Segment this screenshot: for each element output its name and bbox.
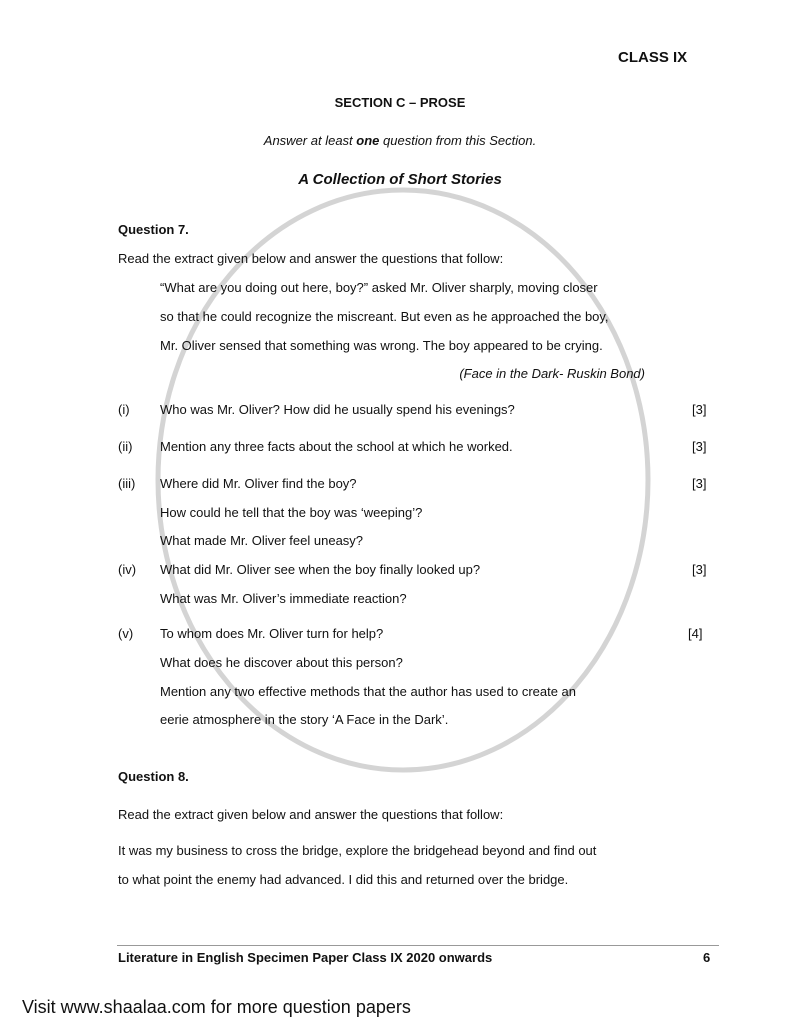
item-text: eerie atmosphere in the story ‘A Face in the Dark’. <box>160 712 449 727</box>
item-text: Mention any three facts about the school at which he worked. <box>160 439 513 454</box>
item-text: What was Mr. Oliver’s immediate reaction? <box>160 591 407 606</box>
section-title: SECTION C – PROSE <box>334 95 466 110</box>
item-marks: [3] <box>692 476 707 491</box>
section-instruction <box>0 132 800 150</box>
item-marks: [3] <box>692 402 707 417</box>
item-marks: [4] <box>688 626 703 641</box>
item-text: What does he discover about this person? <box>160 655 403 670</box>
item-number: (ii) <box>118 439 133 454</box>
item-number: (iii) <box>118 476 136 491</box>
item-text: What made Mr. Oliver feel uneasy? <box>160 533 364 548</box>
instruction-emphasis: one <box>356 133 380 148</box>
class-label: CLASS IX <box>618 49 688 66</box>
footer-title: Literature in English Specimen Paper Class IX 2020 onwards <box>118 950 493 965</box>
item-text: Who was Mr. Oliver? How did he usually spend his evenings? <box>160 402 515 417</box>
instruction-text: Answer at least <box>263 133 357 148</box>
item-text: To whom does Mr. Oliver turn for help? <box>160 626 384 641</box>
item-marks: [3] <box>692 562 707 577</box>
item-marks: [3] <box>692 439 707 454</box>
item-number: (iv) <box>118 562 137 577</box>
extract-citation: (Face in the Dark- Ruskin Bond) <box>459 366 645 381</box>
extract-line: to what point the enemy had advanced. I did this and returned over the bridge. <box>118 872 569 887</box>
extract-line: “What are you doing out here, boy?” asked Mr. Oliver sharply, moving closer <box>160 280 598 295</box>
site-notice: Visit www.shaalaa.com for more question papers <box>22 997 411 1017</box>
instruction-text: question from this Section. <box>379 133 537 148</box>
question-8-instruction: Read the extract given below and answer the questions that follow: <box>118 807 504 822</box>
question-7-instruction: Read the extract given below and answer the questions that follow: <box>118 251 504 266</box>
item-text: How could he tell that the boy was ‘weeping’? <box>160 505 423 520</box>
footer-divider <box>117 945 719 946</box>
item-text: What did Mr. Oliver see when the boy finally looked up? <box>160 562 481 577</box>
item-number: (v) <box>118 626 134 641</box>
extract-line: It was my business to cross the bridge, explore the bridgehead beyond and find out <box>118 843 597 858</box>
page-number: 6 <box>703 950 711 965</box>
extract-line: so that he could recognize the miscreant. But even as he approached the boy, <box>160 309 609 324</box>
item-text: Mention any two effective methods that the author has used to create an <box>160 684 577 699</box>
item-text: Where did Mr. Oliver find the boy? <box>160 476 357 491</box>
item-number: (i) <box>118 402 130 417</box>
extract-line: Mr. Oliver sensed that something was wrong. The boy appeared to be crying. <box>160 338 603 353</box>
question-7-heading: Question 7. <box>118 222 189 237</box>
book-title: A Collection of Short Stories <box>298 171 502 188</box>
question-8-heading: Question 8. <box>118 769 189 784</box>
